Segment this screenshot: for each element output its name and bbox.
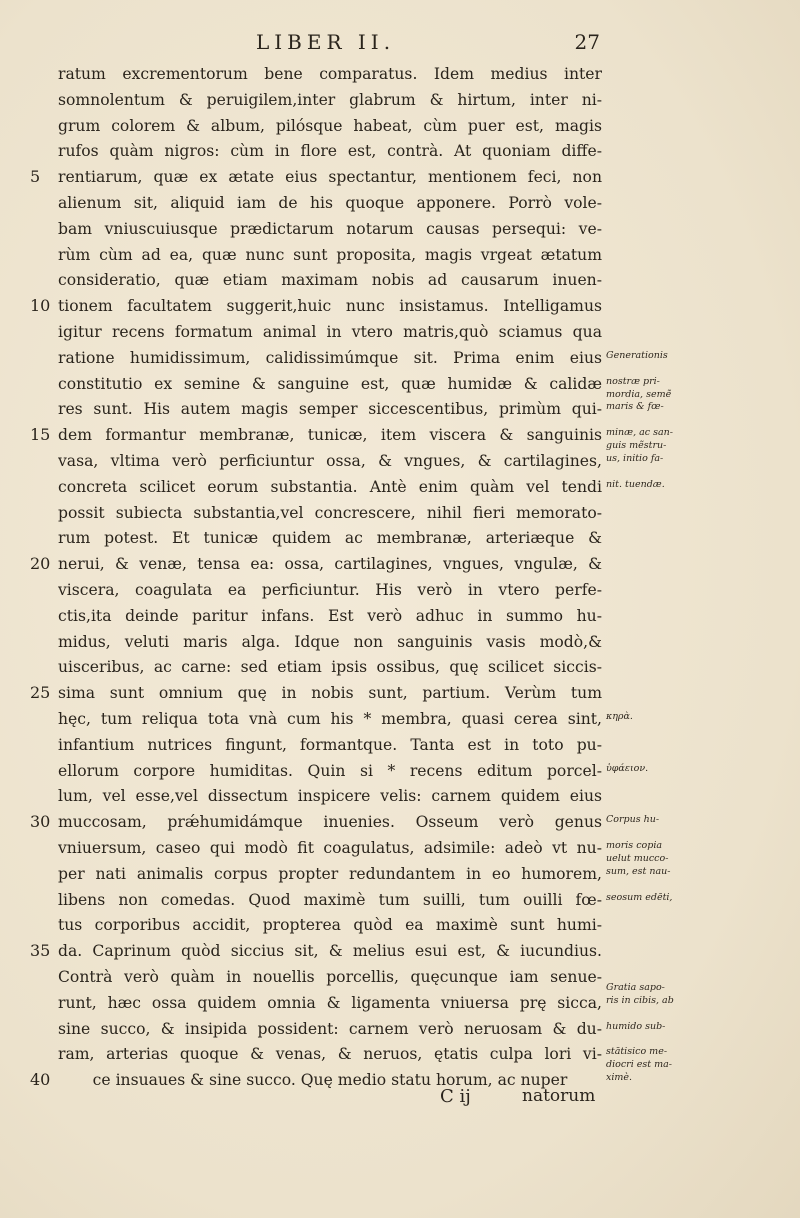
text-line: concreta scilicet eorum substantia. Antè enim quàm vel tendi	[58, 477, 602, 496]
page-number: 27	[574, 30, 600, 54]
line-number: 5	[30, 167, 41, 187]
text-line: midus, veluti maris alga. Idque non sanguinis vasis modò,&	[58, 632, 602, 651]
margin-note: Corpus hu-	[606, 814, 660, 826]
text-line: bam vniuscuiusque prædictarum notarum causas persequi: ve-	[58, 219, 602, 238]
text-line: constitutio ex semine & sanguine est, quæ humidæ & calidæ	[58, 374, 602, 393]
text-line: rentiarum, quæ ex ætate eius spectantur, mentionem feci, non	[58, 168, 602, 187]
signature-mark: C ij	[440, 1086, 471, 1107]
text-line: vasa, vltima verò perficiuntur ossa, & vngues, & cartilagines,	[58, 452, 602, 470]
text-line: tionem facultatem suggerit,huic nunc insistamus. Intelligamus	[58, 297, 602, 316]
text-line: rum potest. Et tunicæ quidem ac membranæ, arteriæque &	[58, 529, 602, 548]
margin-note: seosum edēti,	[606, 891, 673, 903]
text-line: ctis,ita deinde paritur infans. Est verò adhuc in summo hu-	[58, 606, 602, 625]
text-line: nerui, & venæ, tensa ea: ossa, cartilagines, vngues, vngulæ, &	[58, 555, 602, 574]
margin-note: guis mẽstru-	[606, 440, 667, 452]
margin-note: nostræ pri-	[606, 375, 660, 387]
text-line: runt, hæc ossa quidem omnia & ligamenta vniuersa prę sicca,	[58, 993, 602, 1012]
line-number: 25	[30, 683, 51, 703]
text-line: vniuersum, caseo qui modò fit coagulatus, adsimile: adeò vt nu-	[58, 839, 602, 857]
margin-note: Gratia sapo-	[606, 981, 665, 993]
text-line: ratum excrementorum bene comparatus. Idem medius inter	[58, 65, 602, 83]
text-line: igitur recens formatum animal in vtero matris,quò sciamus qua	[58, 323, 602, 341]
text-line: muccosam, prǽhumidámque inuenies. Osseum verò genus	[58, 813, 602, 832]
text-line: viscera, coagulata ea perficiuntur. His verò in vtero perfe-	[58, 581, 602, 599]
margin-note: sum, est nau-	[606, 865, 671, 877]
text-line: per nati animalis corpus propter redundantem in eo humorem,	[58, 864, 602, 883]
text-line: infantium nutrices fingunt, formantque. Tanta est in toto pu-	[58, 735, 602, 754]
text-line: da. Caprinum quòd siccius sit, & melius esui est, & iucundius.	[58, 942, 602, 961]
text-line: libens non comedas. Quod maximè tum suilli, tum ouilli fœ-	[58, 890, 602, 909]
text-line: ratione humidissimum, calidissimúmque sit. Prima enim eius	[58, 348, 602, 367]
text-line: Contrà verò quàm in nouellis porcellis, quęcunque iam senue-	[58, 968, 602, 986]
margin-note: ris in cibis, ab	[606, 994, 674, 1006]
text-line: possit subiecta substantia,vel concrescere, nihil fieri memorato-	[58, 503, 602, 522]
running-head-title: LIBER II.	[256, 30, 396, 54]
line-number: 10	[30, 296, 51, 316]
margin-note: uelut mucco-	[606, 852, 669, 864]
text-line: grum colorem & album, pilósque habeat, cùm puer est, magis	[58, 116, 602, 135]
text-line: dem formantur membranæ, tunicæ, item viscera & sanguinis	[58, 426, 602, 445]
text-line: tus corporibus accidit, propterea quòd ea maximè sunt humi-	[58, 916, 602, 935]
margin-note: maris & fœ-	[606, 401, 664, 413]
margin-note: ximè.	[606, 1072, 633, 1084]
margin-note: κηρὰ.	[606, 711, 633, 722]
margin-note: diocri est ma-	[606, 1059, 672, 1071]
margin-note: nit. tuendæ.	[606, 478, 665, 490]
margin-note: Generationis	[606, 349, 668, 361]
line-number: 15	[30, 425, 51, 445]
text-line: ellorum corpore humiditas. Quin si * recens editum porcel-	[58, 761, 602, 780]
text-line: somnolentum & peruigilem,inter glabrum & hirtum, inter ni-	[58, 90, 602, 109]
text-line: sine succo, & insipida possident: carnem verò neruosam & du-	[58, 1019, 602, 1038]
catchword: natorum	[522, 1086, 596, 1106]
text-line: rufos quàm nigros: cùm in flore est, contrà. At quoniam diffe-	[58, 142, 602, 161]
text-line: rùm cùm ad ea, quæ nunc sunt proposita, magis vrgeat ætatum	[58, 245, 602, 264]
text-line: ce insuaues & sine succo. Quę medio statu horum, ac nuper	[92, 1071, 568, 1090]
running-head	[0, 30, 800, 60]
margin-note: humido sub-	[606, 1020, 666, 1032]
margin-note: us, initio fa-	[606, 453, 664, 464]
line-number: 40	[30, 1070, 51, 1090]
line-number: 30	[30, 812, 51, 832]
line-number: 20	[30, 554, 51, 574]
text-line: sima sunt omnium quę in nobis sunt, partium. Verùm tum	[58, 684, 602, 703]
margin-note: stātisico me-	[606, 1046, 668, 1058]
margin-note: minæ, ac san-	[606, 427, 674, 439]
text-line: ram, arterias quoque & venas, & neruos, ętatis culpa lori vi-	[58, 1045, 602, 1064]
margin-note: ὑφάειον.	[606, 762, 649, 774]
margin-note: moris copia	[606, 840, 663, 851]
text-line: lum, vel esse,vel dissectum inspicere velis: carnem quidem eius	[58, 787, 602, 806]
text-line: hęc, tum reliqua tota vnà cum his * membra, quasi cerea sint,	[58, 710, 602, 728]
margin-note: mordia, semẽ	[606, 388, 672, 400]
line-number: 35	[30, 941, 51, 961]
text-line: consideratio, quæ etiam maximam nobis ad causarum inuen-	[58, 271, 602, 290]
text-line: alienum sit, aliquid iam de his quoque apponere. Porrò vole-	[58, 194, 602, 212]
text-line: res sunt. His autem magis semper siccescentibus, primùm qui-	[58, 400, 602, 419]
text-line: uisceribus, ac carne: sed etiam ipsis ossibus, quę scilicet siccis-	[58, 658, 602, 677]
